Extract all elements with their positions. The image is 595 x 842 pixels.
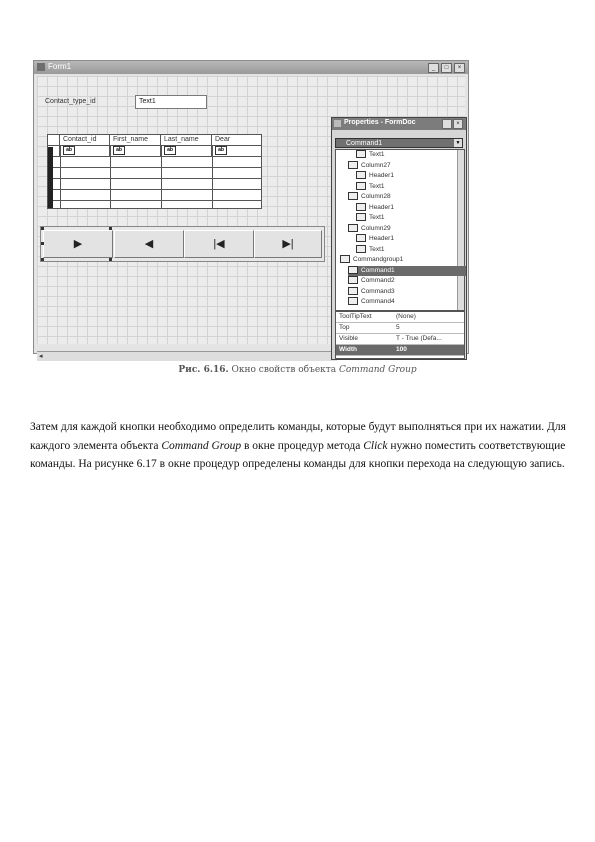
node-icon — [348, 192, 358, 200]
tree-node[interactable] — [356, 171, 394, 181]
paragraph-text: Затем для каждой кнопки необходимо определить команды, которые будут выполняться при их нажатии. Для каждого элемента объекта — [30, 421, 566, 452]
tree-node[interactable] — [348, 161, 391, 171]
node-icon — [356, 182, 366, 190]
textbox-icon: ab — [63, 146, 75, 155]
selection-handle[interactable] — [109, 258, 112, 261]
properties-icon — [334, 120, 341, 127]
form-icon — [37, 63, 45, 71]
tree-node-label: Header1 — [369, 203, 394, 211]
data-grid[interactable] — [47, 134, 262, 209]
first-record-button[interactable]: |◀ — [184, 230, 254, 258]
grid-cell[interactable] — [212, 146, 261, 157]
selection-handle[interactable] — [109, 227, 112, 230]
grid-header-dear[interactable]: Dear — [215, 136, 231, 143]
grid-header-contact-id[interactable]: Contact_id — [60, 135, 110, 146]
tree-node[interactable] — [356, 245, 385, 255]
tree-node-label: Command2 — [361, 277, 395, 284]
maximize-button[interactable]: □ — [441, 63, 452, 73]
grid-cell[interactable] — [161, 146, 212, 157]
tree-node[interactable] — [348, 266, 466, 276]
grid-col-line — [161, 146, 162, 208]
figure-caption-object: Command Group — [339, 365, 417, 375]
grid-corner — [48, 135, 60, 146]
textbox-icon: ab — [113, 146, 125, 155]
tree-node-label: Text1 — [369, 182, 385, 190]
property-name: ToolTipText — [339, 313, 372, 320]
paragraph-text: в окне процедур метода — [241, 439, 364, 452]
tree-node[interactable] — [340, 255, 403, 265]
tree-node-label: Text1 — [369, 245, 385, 253]
form-design-area[interactable] — [37, 76, 465, 360]
grid-row[interactable] — [48, 157, 261, 168]
property-value[interactable]: (None) — [396, 313, 416, 320]
property-name: Top — [339, 324, 350, 331]
close-button[interactable]: × — [454, 63, 465, 73]
node-icon — [356, 213, 366, 221]
textbox-icon: ab — [164, 146, 176, 155]
tree-node-label: Command1 — [361, 266, 395, 274]
tree-vertical-scrollbar[interactable] — [457, 150, 464, 310]
previous-record-button[interactable]: ◀ — [114, 230, 184, 258]
figure-caption-text: Окно свойств объекта — [231, 365, 337, 375]
chevron-down-icon[interactable]: ▼ — [455, 140, 461, 146]
selection-handle[interactable] — [41, 242, 44, 245]
grid-row[interactable] — [48, 146, 261, 157]
next-record-button[interactable]: ▶ — [43, 230, 113, 258]
node-icon — [356, 171, 366, 179]
grid-col-line — [60, 146, 61, 208]
property-row[interactable] — [336, 312, 464, 323]
grid-cell[interactable] — [110, 146, 161, 157]
selection-handle[interactable] — [41, 258, 44, 261]
object-selector-combo[interactable] — [335, 138, 463, 148]
grid-col-line — [110, 146, 111, 208]
paragraph-text: нужно поместить соответствующие команды. На рисунке 6.17 в окне процедур определены команды для кнопки перехода на следующую запись. — [30, 439, 566, 470]
node-icon — [348, 297, 358, 305]
tree-node-label: Command3 — [361, 287, 395, 295]
node-icon — [348, 266, 358, 274]
selection-handle[interactable] — [41, 227, 44, 230]
node-icon — [340, 255, 350, 263]
textbox-icon: ab — [215, 146, 227, 155]
property-value[interactable]: T - True (Defa... — [396, 335, 442, 342]
command-group[interactable] — [40, 226, 325, 262]
grid-cell[interactable] — [60, 146, 110, 157]
tree-node[interactable] — [348, 192, 391, 202]
contact-type-textbox[interactable]: Text1 — [135, 95, 207, 109]
node-icon — [348, 224, 358, 232]
form-window-titlebar[interactable] — [34, 61, 468, 74]
tree-node[interactable] — [356, 234, 394, 244]
tree-node[interactable] — [348, 287, 395, 297]
body-paragraph — [30, 418, 570, 474]
tree-node-label: Column27 — [361, 161, 391, 169]
node-icon — [348, 276, 358, 284]
grid-row[interactable] — [48, 190, 261, 201]
figure-number: Рис. 6.16. — [178, 365, 229, 375]
grid-header-row — [48, 135, 261, 146]
property-value[interactable]: 100 — [396, 346, 407, 353]
grid-header-last-name[interactable]: Last_name — [161, 135, 212, 146]
tree-node-label: Header1 — [369, 235, 394, 242]
figure-screenshot — [33, 60, 469, 360]
properties-titlebar[interactable] — [332, 118, 466, 130]
tree-node[interactable] — [348, 297, 395, 307]
node-icon — [356, 245, 366, 253]
property-row[interactable] — [336, 345, 464, 356]
grid-col-line — [212, 146, 213, 208]
properties-close-button[interactable]: × — [453, 119, 463, 129]
paragraph-emphasis: Click — [363, 439, 388, 452]
node-icon — [348, 161, 358, 169]
object-selector-value: Command1 — [346, 140, 383, 147]
paragraph-emphasis: Command Group — [161, 439, 242, 452]
property-name: Width — [339, 346, 357, 353]
figure-caption — [0, 365, 595, 375]
tree-node[interactable] — [348, 224, 391, 234]
form-window-title: Form1 — [48, 62, 72, 71]
tree-node-label: Header1 — [369, 172, 394, 179]
tree-node-label: Command4 — [361, 298, 395, 305]
property-name: Visible — [339, 335, 359, 342]
tree-node-label: Text1 — [369, 151, 385, 158]
node-icon — [356, 203, 366, 211]
properties-window[interactable] — [331, 117, 467, 360]
node-icon — [348, 287, 358, 295]
tree-node-label: Column28 — [361, 193, 391, 200]
node-icon — [356, 150, 366, 158]
tree-node-label: Text1 — [369, 214, 385, 221]
tree-node[interactable] — [348, 276, 395, 286]
properties-title: Properties - FormDoc — [344, 119, 416, 126]
last-record-button[interactable]: ▶| — [254, 230, 322, 258]
scroll-left-icon[interactable]: ◂ — [39, 353, 43, 360]
property-grid[interactable] — [335, 311, 465, 359]
property-row[interactable] — [336, 323, 464, 334]
grid-header-first-name[interactable]: First_name — [110, 135, 161, 146]
tree-node[interactable] — [356, 203, 394, 213]
tree-node-label: Column29 — [361, 224, 391, 232]
property-row[interactable] — [336, 334, 464, 345]
node-icon — [356, 234, 366, 242]
property-value[interactable]: 5 — [396, 324, 400, 331]
tree-node[interactable] — [356, 213, 385, 223]
grid-selection-bar — [48, 147, 53, 208]
tree-node[interactable] — [356, 150, 385, 160]
tree-node-label: Commandgroup1 — [353, 256, 404, 263]
minimize-button[interactable]: _ — [428, 63, 439, 73]
properties-pin-button[interactable] — [442, 119, 452, 129]
object-tree[interactable] — [335, 149, 465, 311]
tree-node[interactable] — [356, 182, 385, 192]
grid-row[interactable] — [48, 179, 261, 190]
horizontal-scrollbar[interactable] — [37, 351, 337, 361]
contact-type-label: Contact_type_id — [45, 98, 96, 105]
grid-row[interactable] — [48, 168, 261, 179]
